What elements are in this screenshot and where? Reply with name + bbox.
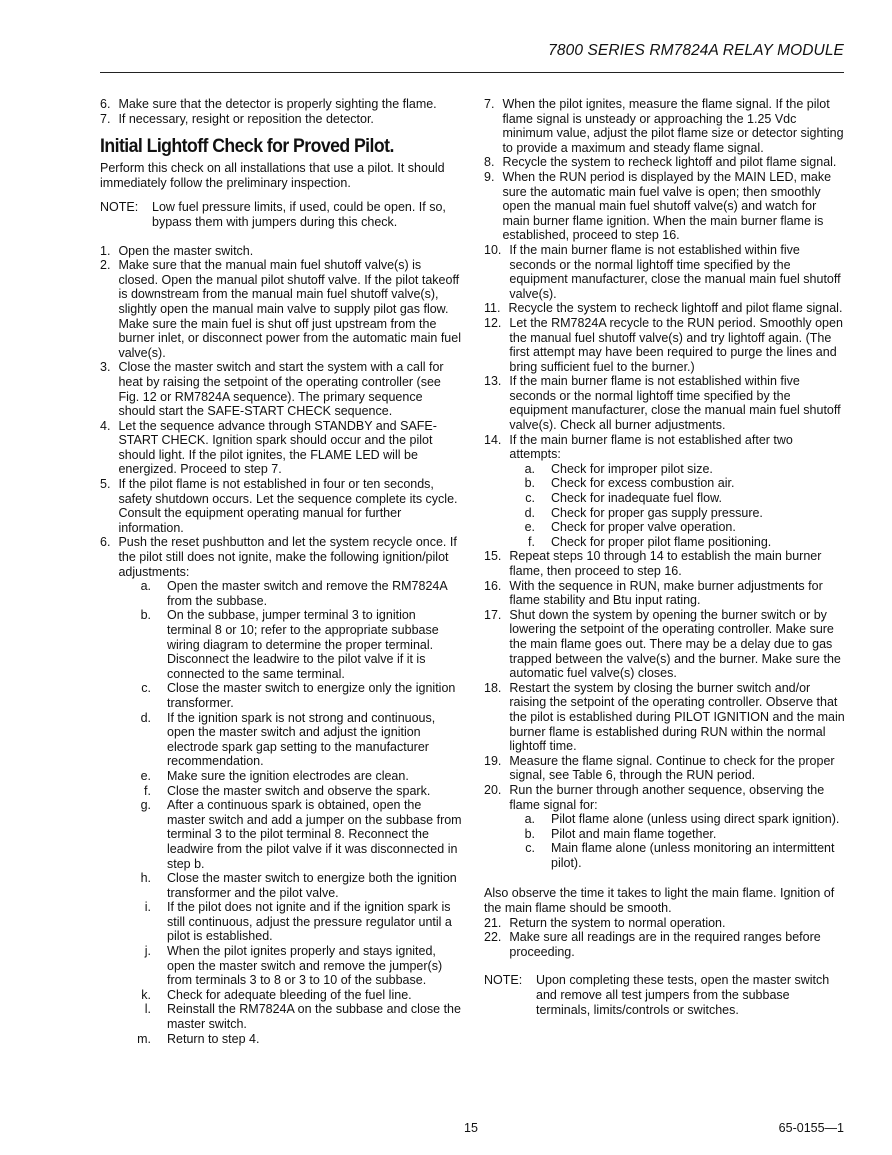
step-number: 6.: [100, 535, 111, 550]
step-number: b.: [140, 608, 151, 623]
step-text: Check for improper pilot size.: [551, 461, 713, 476]
note-label: NOTE:: [484, 973, 523, 988]
list-item: [484, 783, 846, 812]
step-text: If the ignition spark is not strong and continuous, open the master switch and adjust the ignition electrode spark gap setting to the manufacturer recommendation.: [167, 710, 436, 769]
step-text: Recycle the system to recheck lightoff and pilot flame signal.: [502, 155, 837, 170]
step-number: m.: [137, 1031, 151, 1046]
step-number: e.: [140, 768, 151, 783]
document-code: 65-0155—1: [778, 1121, 844, 1135]
step-text: Main flame alone (unless monitoring an intermittent pilot).: [551, 841, 835, 870]
sub-list-item: [100, 944, 462, 988]
step-text: Recycle the system to recheck lightoff and pilot flame signal.: [508, 301, 843, 316]
step-number: 7.: [484, 97, 495, 111]
note-text: Upon completing these tests, open the master switch and remove all test jumpers from the subbase terminals, limits/controls or switches.: [536, 973, 830, 1017]
step-number: 19.: [484, 753, 502, 768]
step-text: After a continuous spark is obtained, open the master switch and add a jumper on the subbase from terminal 3 to the pilot terminal 8. Reconnect the leadwire from the pilot valve if it was disconnected in step b.: [167, 798, 462, 871]
step-text: If the pilot flame is not established in four or ten seconds, safety shutdown occurs. Let the sequence complete its cycle. Consult the equipment operating manual for further information.: [118, 477, 458, 535]
step-text: On the subbase, jumper terminal 3 to ignition terminal 8 or 10; refer to the appropriate subbase wiring diagram to determine the proper terminal. Disconnect the leadwire to the pilot valve if it is connected to the same terminal.: [167, 608, 439, 681]
list-item: [484, 155, 846, 170]
note-right: [484, 973, 846, 1017]
step-number: c.: [525, 491, 535, 506]
step-text: Make sure all readings are in the required ranges before proceeding.: [509, 930, 821, 959]
step-text: Check for inadequate fuel flow.: [551, 491, 722, 506]
step-number: 16.: [484, 578, 502, 593]
step-number: 2.: [100, 258, 111, 273]
step-number: 5.: [100, 477, 111, 492]
intro-paragraph: Perform this check on all installations that use a pilot. It should immediately follow the preliminary inspection.: [100, 161, 445, 190]
step-text: Check for proper pilot flame positioning.: [551, 534, 772, 549]
left-substeps: [100, 579, 462, 1046]
step-number: 10.: [484, 242, 502, 257]
list-item: [484, 549, 846, 578]
step-text: Push the reset pushbutton and let the system recycle once. If the pilot still does not ignite, make the following ignition/pilot adjustments:: [118, 535, 457, 579]
step-number: b.: [524, 826, 535, 841]
list-item: [484, 930, 846, 959]
step-text: Check for proper valve operation.: [551, 520, 736, 535]
step-number: h.: [140, 871, 151, 886]
sub-list-item: [100, 608, 462, 681]
note-text: Low fuel pressure limits, if used, could be open. If so, bypass them with jumpers during this check.: [152, 200, 446, 229]
header-rule: [100, 72, 844, 73]
step-text: Make sure that the manual main fuel shutoff valve(s) is closed. Open the manual pilot shutoff valve. If the pilot takeoff is downstream from the manual main fuel shutoff valve(s), slightly open the manual main valve to supply pilot gas flow. Make sure the main fuel is shut off just upstream from the burner inlet, or disconnect power from the automatic main fuel valve(s).: [118, 258, 461, 360]
sub-list-item: [100, 871, 462, 900]
step-number: g.: [140, 798, 151, 813]
list-item: [100, 112, 462, 127]
step-number: a.: [140, 579, 151, 594]
step-number: 18.: [484, 680, 502, 695]
note-label: NOTE:: [100, 200, 139, 215]
step-text: Close the master switch and observe the spark.: [167, 783, 431, 798]
list-item: [484, 97, 846, 155]
step-text: Close the master switch and start the system with a call for heat by raising the setpoint of the operating controller (see Fig. 12 or RM7824A sequence). The primary sequence should start the SAFE-START CHECK sequence.: [118, 360, 444, 419]
left-top-steps: [100, 97, 462, 126]
list-item: [484, 301, 846, 316]
step-text: Pilot flame alone (unless using direct spark ignition).: [551, 812, 840, 827]
step-number: 8.: [484, 155, 495, 170]
step-text: Open the master switch.: [118, 243, 254, 258]
list-item: [484, 681, 846, 754]
sub-list-item: [484, 812, 846, 827]
list-item: [484, 916, 846, 931]
step-number: 22.: [484, 930, 502, 945]
right-steps-b: [484, 549, 846, 812]
step-text: Return to step 4.: [167, 1031, 260, 1046]
step-text: If the main burner flame is not established after two attempts:: [509, 432, 793, 462]
step-number: 21.: [484, 915, 502, 930]
step-number: d.: [140, 710, 151, 725]
left-steps: [100, 244, 462, 580]
right-substeps-20: [484, 812, 846, 870]
list-item: [100, 535, 462, 579]
step-text: Let the RM7824A recycle to the RUN period. Smoothly open the manual fuel shutoff valve(s) and try lightoff again. (The first attempt may have been required to purge the lines and bring sufficient fuel to the burner.): [509, 315, 843, 374]
step-number: 12.: [484, 315, 502, 330]
page-number: 15: [464, 1121, 478, 1135]
list-item: [484, 579, 846, 608]
right-steps-a: [484, 97, 846, 462]
step-number: d.: [524, 505, 535, 520]
step-number: 3.: [100, 360, 111, 375]
sub-list-item: [484, 462, 846, 477]
step-number: e.: [524, 520, 535, 535]
step-text: Restart the system by closing the burner switch and/or raising the setpoint of the operating controller. Observe that the pilot is established during PILOT IGNITION and the main burner flame is established during RUN within the normal lightoff time.: [509, 680, 845, 754]
right-steps-c: [484, 916, 846, 960]
sub-list-item: [100, 1032, 462, 1047]
list-item: [100, 360, 462, 418]
sub-list-item: [100, 784, 462, 799]
step-text: Close the master switch to energize both the ignition transformer and the pilot valve.: [167, 871, 457, 900]
sub-list-item: [484, 520, 846, 535]
step-number: f.: [528, 534, 535, 549]
step-text: Open the master switch and remove the RM7824A from the subbase.: [167, 579, 448, 608]
step-number: a.: [524, 461, 535, 476]
step-text: When the pilot ignites properly and stays ignited, open the master switch and remove the jumper(s) from terminals 3 to 8 or 3 to 10 of the subbase.: [167, 944, 443, 988]
step-text: If the pilot does not ignite and if the ignition spark is still continuous, adjust the pressure regulator until a pilot is established.: [167, 900, 452, 944]
list-item: [484, 608, 846, 681]
sub-list-item: [100, 900, 462, 944]
step-number: i.: [144, 900, 151, 915]
step-text: Repeat steps 10 through 14 to establish the main burner flame, then proceed to step 16.: [509, 549, 822, 578]
step-text: Check for excess combustion air.: [551, 476, 735, 491]
step-number: k.: [141, 987, 151, 1002]
step-number: 20.: [484, 782, 502, 797]
sub-list-item: [484, 476, 846, 491]
step-text: If the main burner flame is not established within five seconds or the normal lightoff time specified by the equipment manufacturer, close the manual main fuel shutoff valve(s). Check all burner adjustments.: [509, 374, 841, 433]
step-number: j.: [144, 944, 151, 959]
sub-list-item: [484, 841, 846, 870]
step-text: Return the system to normal operation.: [509, 915, 726, 930]
step-text: If the main burner flame is not established within five seconds or the normal lightoff time specified by the equipment manufacturer, close the manual main fuel shutoff valve(s).: [509, 242, 841, 301]
step-text: When the RUN period is displayed by the MAIN LED, make sure the automatic main fuel valve is open; then smoothly open the manual main fuel shutoff valve(s) and watch for main burner flame ignition. When the main burner flame is established, proceed to step 16.: [502, 169, 832, 243]
observe-paragraph: Also observe the time it takes to light the main flame. Ignition of the main flame should be smooth.: [484, 886, 835, 916]
step-number: 6.: [100, 97, 111, 111]
list-item: [484, 754, 846, 783]
step-number: 9.: [484, 169, 495, 184]
note-left: [100, 200, 462, 229]
step-number: 15.: [484, 549, 502, 564]
sub-list-item: [484, 506, 846, 521]
list-item: [100, 97, 462, 112]
step-number: 1.: [100, 243, 111, 258]
sub-list-item: [100, 798, 462, 871]
step-text: When the pilot ignites, measure the flame signal. If the pilot flame signal is unsteady or approaching the 1.25 Vdc minimum value, adjust the pilot flame size or detector sighting to provide a maximum and steady flame signal.: [502, 97, 844, 155]
step-text: If necessary, resight or reposition the detector.: [118, 111, 374, 126]
section-heading: Initial Lightoff Check for Proved Pilot.: [100, 136, 394, 158]
list-item: [484, 374, 846, 432]
step-number: 11.: [484, 301, 501, 316]
sub-list-item: [100, 711, 462, 769]
list-item: [100, 244, 462, 259]
step-text: Close the master switch to energize only the ignition transformer.: [167, 681, 456, 710]
step-number: b.: [524, 476, 535, 491]
sub-list-item: [484, 827, 846, 842]
step-text: With the sequence in RUN, make burner adjustments for flame stability and Btu input rating.: [509, 578, 823, 608]
list-item: [484, 433, 846, 462]
list-item: [100, 258, 462, 360]
step-text: Check for proper gas supply pressure.: [551, 505, 763, 520]
sub-list-item: [484, 491, 846, 506]
step-number: f.: [144, 783, 151, 798]
step-number: 7.: [100, 111, 111, 126]
list-item: [484, 170, 846, 243]
left-column: [100, 97, 462, 1046]
list-item: [100, 419, 462, 477]
step-text: Make sure the ignition electrodes are clean.: [167, 768, 409, 783]
step-text: Shut down the system by opening the burner switch or by lowering the setpoint of the operating controller. Make sure the main flame goes out. There may be a delay due to gas trapped between the valve(s) and the burner. Make sure the automatic fuel valve(s) closes.: [509, 607, 841, 681]
step-text: Measure the flame signal. Continue to check for the proper signal, see Table 6, through the RUN period.: [509, 753, 835, 783]
list-item: [484, 243, 846, 301]
step-number: l.: [144, 1002, 151, 1017]
sub-list-item: [484, 535, 846, 550]
step-number: 17.: [484, 607, 502, 622]
step-text: Reinstall the RM7824A on the subbase and close the master switch.: [167, 1002, 461, 1032]
step-number: a.: [524, 812, 535, 827]
list-item: [100, 477, 462, 535]
sub-list-item: [100, 988, 462, 1003]
header-title: 7800 SERIES RM7824A RELAY MODULE: [548, 42, 844, 59]
step-number: c.: [141, 681, 151, 696]
step-text: Check for adequate bleeding of the fuel line.: [167, 987, 412, 1002]
sub-list-item: [100, 1002, 462, 1031]
sub-list-item: [100, 681, 462, 710]
step-number: c.: [525, 841, 535, 856]
step-number: 4.: [100, 418, 111, 433]
step-number: 14.: [484, 432, 502, 447]
step-text: Let the sequence advance through STANDBY and SAFE-START CHECK. Ignition spark should occur and the pilot should light. If the pilot ignites, the FLAME LED will be energized. Proceed to step 7.: [118, 418, 437, 477]
step-text: Run the burner through another sequence, observing the flame signal for:: [509, 782, 825, 812]
sub-list-item: [100, 579, 462, 608]
step-number: 13.: [484, 374, 502, 389]
right-substeps-14: [484, 462, 846, 550]
right-column: [484, 97, 846, 1031]
list-item: [484, 316, 846, 374]
step-text: Make sure that the detector is properly sighting the flame.: [118, 97, 437, 111]
step-text: Pilot and main flame together.: [551, 826, 717, 841]
sub-list-item: [100, 769, 462, 784]
